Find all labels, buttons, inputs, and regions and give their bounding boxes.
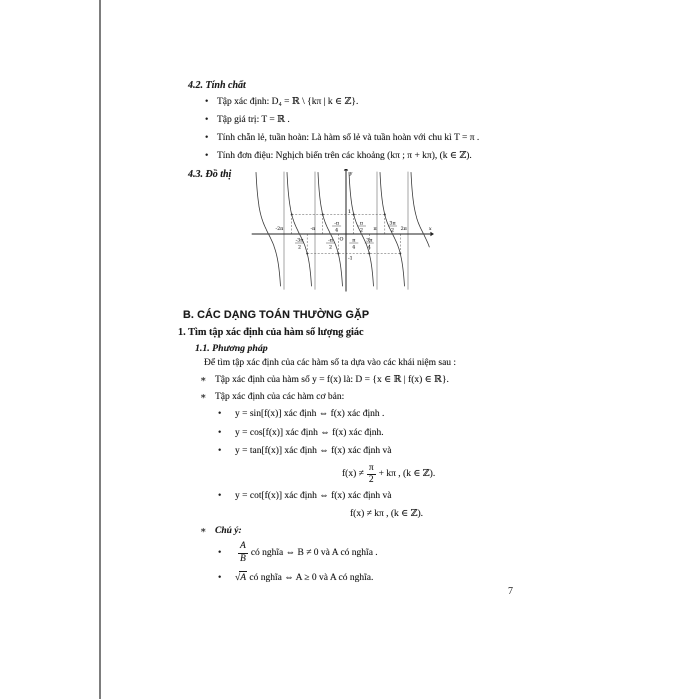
svg-text:2: 2 — [328, 245, 333, 251]
svg-text:π: π — [373, 227, 377, 232]
svg-text:π: π — [359, 221, 364, 227]
svg-text:3π: 3π — [389, 221, 396, 227]
heading-4-2: 4.2. Tính chất — [188, 80, 246, 91]
basic-functions-text: Tập xác định của các hàm cơ bản: — [215, 392, 345, 402]
svg-text:2: 2 — [297, 245, 302, 251]
cotangent-graph — [249, 169, 439, 295]
list-item — [218, 445, 545, 458]
list-item — [218, 490, 545, 503]
tan-condition-post: + kπ , (k ∈ ℤ). — [378, 469, 436, 479]
svg-text:4: 4 — [335, 228, 339, 234]
svg-text:π: π — [352, 238, 356, 244]
fraction-numerator: A — [238, 542, 248, 554]
bullet-marker: • — [218, 572, 222, 583]
heading-4-3: 4.3. Đồ thị — [188, 169, 232, 180]
svg-text:-π: -π — [328, 238, 333, 244]
svg-text:1: 1 — [348, 210, 352, 215]
svg-text:2: 2 — [390, 228, 395, 234]
page-edge-line — [99, 0, 101, 699]
svg-text:2: 2 — [359, 228, 364, 234]
svg-text:-π: -π — [334, 221, 339, 227]
svg-text:-π: -π — [310, 227, 316, 232]
svg-text:-3π: -3π — [295, 238, 304, 244]
list-item — [205, 150, 545, 163]
fraction-numerator: π — [367, 464, 376, 476]
bullet-marker: • — [205, 115, 209, 125]
graph-figure — [249, 169, 439, 295]
fraction-denominator: 2 — [368, 475, 374, 485]
property-monotonicity: Tính đơn điệu: Nghịch biến trên các khoảng (kπ ; π + kπ), (k ∈ ℤ). — [217, 151, 472, 161]
bullet-marker: • — [218, 409, 222, 419]
cot-case-list — [173, 490, 545, 503]
property-parity: Tính chẵn lẻ, tuần hoàn: Là hàm số lẻ và tuần hoàn với chu kì T = π . — [217, 133, 480, 143]
basic-cases-list — [173, 408, 545, 458]
star-marker: ∗ — [200, 375, 207, 385]
basic-functions-line — [200, 391, 545, 404]
svg-text:3π: 3π — [366, 238, 373, 244]
svg-text:O: O — [339, 237, 344, 243]
pi-over-2-fraction — [367, 464, 376, 486]
properties-list — [173, 96, 545, 163]
bullet-marker: • — [218, 490, 222, 501]
svg-text:2π: 2π — [400, 227, 407, 232]
method-intro: Để tìm tập xác định của các hàm số ta dựa vào các khái niệm sau : — [204, 358, 457, 368]
heading-section-b: B. CÁC DẠNG TOÁN THƯỜNG GẶP — [183, 309, 370, 321]
case-sin: y = sin[f(x)] xác định ⇔ f(x) xác định . — [235, 409, 385, 419]
case-cot: y = cot[f(x)] xác định ⇔ f(x) xác định và — [235, 490, 392, 501]
note-item-fraction — [218, 542, 545, 564]
case-cos: y = cos[f(x)] xác định ⇔ f(x) xác định. — [235, 427, 384, 438]
star-marker: ∗ — [200, 392, 207, 402]
bullet-marker: • — [218, 547, 222, 558]
svg-text:-2π: -2π — [275, 227, 284, 232]
bullet-marker: • — [218, 446, 222, 456]
list-item — [218, 408, 545, 421]
case-tan: y = tan[f(x)] xác định ⇔ f(x) xác định và — [235, 446, 392, 456]
svg-text:x: x — [428, 227, 432, 232]
list-item — [205, 132, 545, 145]
list-item — [205, 96, 545, 109]
note-heading-line — [200, 525, 545, 538]
note-fraction-text: có nghĩa ⇔ B ≠ 0 và A có nghĩa . — [250, 547, 378, 558]
bullet-marker: • — [218, 427, 222, 438]
page-number: 7 — [508, 586, 513, 597]
definition-text: Tập xác định của hàm số y = f(x) là: D = {x ∈ ℝ | f(x) ∈ ℝ}. — [215, 375, 449, 385]
fraction-denominator: B — [240, 553, 246, 564]
note-item-sqrt — [218, 568, 545, 588]
a-over-b-fraction — [238, 542, 248, 564]
note-title: Chú ý: — [215, 526, 242, 536]
list-item — [205, 114, 545, 127]
property-range: Tập giá trị: T = ℝ . — [217, 115, 290, 125]
note-sqrt-text: có nghĩa ⇔ A ≥ 0 và A có nghĩa. — [249, 572, 374, 583]
radical-argument: A — [240, 573, 247, 583]
heading-topic-1: 1. Tìm tập xác định của hàm số lượng giác — [178, 327, 364, 338]
radical-sign: √ — [235, 572, 240, 583]
bullet-marker: • — [205, 151, 209, 161]
cot-condition: f(x) ≠ kπ , (k ∈ ℤ). — [350, 509, 424, 519]
heading-1-1: 1.1. Phương pháp — [195, 343, 268, 354]
svg-text:y: y — [349, 171, 353, 177]
star-marker: ∗ — [200, 526, 207, 536]
tan-condition — [342, 464, 545, 486]
tan-condition-pre: f(x) ≠ — [342, 469, 364, 479]
definition-line — [200, 374, 545, 387]
property-domain: Tập xác định: D₄ = ℝ \ {kπ | k ∈ ℤ}. — [217, 97, 359, 107]
svg-text:-1: -1 — [348, 256, 353, 262]
bullet-marker: • — [205, 133, 209, 143]
list-item — [218, 427, 545, 440]
bullet-marker: • — [205, 97, 209, 107]
document-page — [173, 79, 545, 588]
svg-text:4: 4 — [367, 245, 371, 251]
svg-text:4: 4 — [352, 245, 356, 251]
